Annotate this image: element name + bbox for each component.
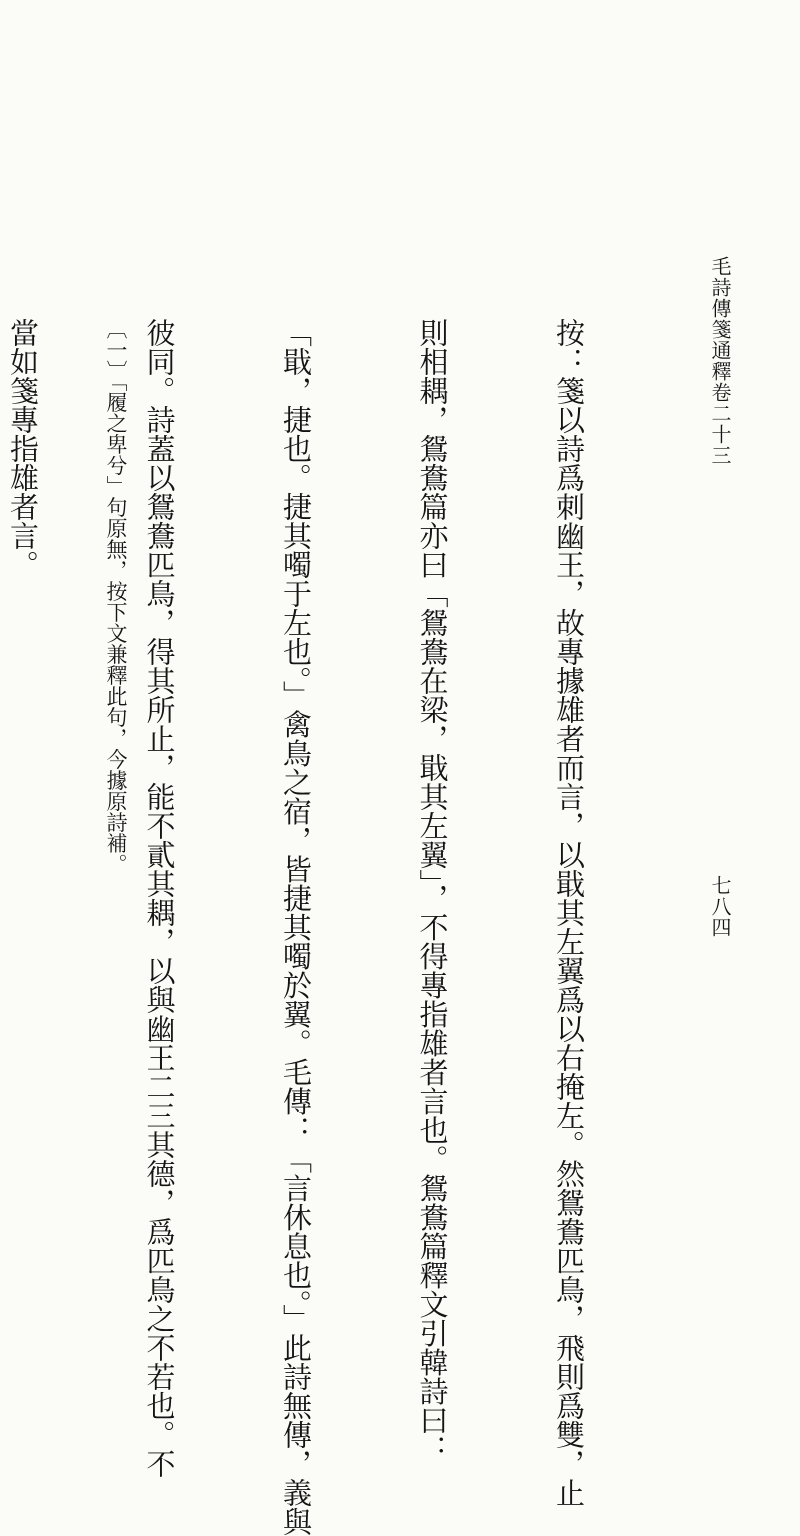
text-column: 按：箋以詩爲刺幽王，故專據雄者而言，以戢其左翼爲以右掩左。然鴛鴦匹鳥，飛則爲雙，止	[552, 318, 586, 1507]
text-column: 當如箋專指雄者言。	[6, 318, 40, 579]
page-number: 七八四	[708, 875, 732, 938]
text-column: 彼同。詩蓋以鴛鴦匹鳥，得其所止，能不貳其耦，以與幽王二三其德，爲匹鳥之不若也。不	[142, 318, 177, 1478]
text-column: 「戢，捷也。捷其噣于左也。」禽鳥之宿，皆捷其噣於翼。毛傳：「言休息也。」此詩無傳，義與	[279, 318, 313, 1536]
running-header-title: 毛詩傳箋通釋卷二十三	[708, 256, 732, 466]
footnote: 〔一〕「履之卑兮」句原無，按下文兼釋此句，今據原詩補。	[104, 318, 128, 875]
text-column: 則相耦，鴛鴦篇亦曰「鴛鴦在梁，戢其左翼」，不得專指雄者言也。鴛鴦篇釋文引韓詩曰：	[415, 318, 450, 1464]
